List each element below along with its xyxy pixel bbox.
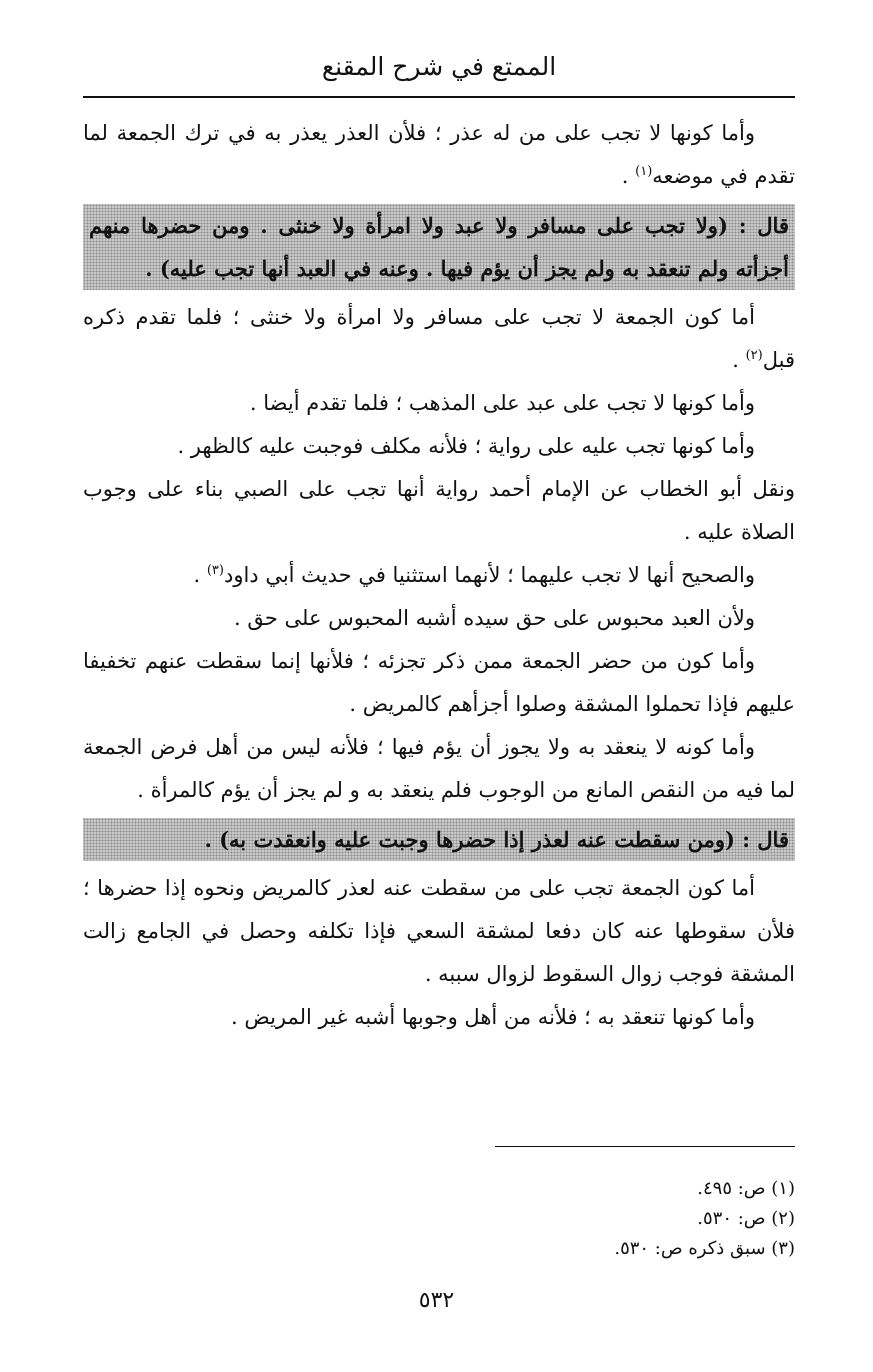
- paragraph-text: والصحيح أنها لا تجب عليهما ؛ لأنهما استثنيا في حديث أبي داود: [223, 563, 755, 587]
- paragraph: وأما كون من حضر الجمعة ممن ذكر تجزئه ؛ فلأنها إنما سقطت عنهم تخفيفا عليهم فإذا تحملوا المشقة وصلوا أجزأهم كالمريض .: [83, 649, 795, 716]
- footnote-ref[interactable]: (١): [635, 164, 653, 179]
- paragraph: وأما كونها تجب عليه على رواية ؛ فلأنه مكلف فوجبت عليه كالظهر .: [177, 434, 755, 458]
- paragraph-text: أما كون الجمعة لا تجب على مسافر ولا امرأة ولا خنثى ؛ فلما تقدم ذكره قبل: [83, 305, 795, 372]
- paragraph: [83, 112, 795, 198]
- footnotes: [395, 1174, 795, 1264]
- paragraph: أما كون الجمعة تجب على من سقطت عنه لعذر كالمريض ونحوه إذا حضرها ؛ فلأن سقوطها عنه كان دفعا لمشقة السعي فإذا تكلفه وحصل في الجامع زالت المشقة فوجب زوال السقوط لزوال سببه .: [83, 876, 795, 986]
- paragraph: وأما كونها تنعقد به ؛ فلأنه من أهل وجوبها أشبه غير المريض .: [231, 1005, 755, 1029]
- paragraph-tail: .: [621, 164, 636, 188]
- quoted-text-block: قال : (ومن سقطت عنه لعذر إذا حضرها وجبت عليه وانعقدت به) .: [83, 818, 795, 861]
- quoted-text-block: قال : (ولا تجب على مسافر ولا عبد ولا امرأة ولا خنثى . ومن حضرها منهم أجزأته ولم تنعقد به ولم يجز أن يؤم فيها . وعنه في العبد أنها تجب عليه) .: [83, 204, 795, 290]
- paragraph-text: وأما كونها لا تجب على من له عذر ؛ فلأن العذر يعذر به في ترك الجمعة لما تقدم في موضعه: [83, 121, 795, 188]
- paragraph: [83, 554, 795, 597]
- footnote-ref[interactable]: (٣): [206, 563, 224, 578]
- header-rule: [83, 96, 795, 98]
- page-number: ٥٣٢: [418, 1288, 455, 1313]
- footnote-1: (١) ص: ٤٩٥.: [697, 1178, 795, 1199]
- paragraph: ونقل أبو الخطاب عن الإمام أحمد رواية أنها تجب على الصبي بناء على وجوب الصلاة عليه .: [83, 477, 795, 544]
- paragraph-tail: .: [732, 348, 746, 372]
- paragraph: ولأن العبد محبوس على حق سيده أشبه المحبوس على حق .: [233, 606, 755, 630]
- footnote-rule: [495, 1146, 795, 1147]
- footnote-2: (٢) ص: ٥٣٠.: [697, 1208, 795, 1229]
- footnote-3: (٣) سبق ذكره ص: ٥٣٠.: [614, 1238, 795, 1259]
- running-header: الممتع في شرح المقنع: [321, 52, 557, 81]
- footnote-ref[interactable]: (٢): [745, 348, 763, 363]
- paragraph: وأما كونه لا ينعقد به ولا يجوز أن يؤم فيها ؛ فلأنه ليس من أهل فرض الجمعة لما فيه من النقص المانع من الوجوب فلم ينعقد به و لم يجز أن يؤم كالمرأة .: [83, 735, 795, 802]
- paragraph: وأما كونها لا تجب على عبد على المذهب ؛ فلما تقدم أيضا .: [249, 391, 755, 415]
- paragraph-tail: .: [193, 563, 207, 587]
- body-text: [83, 112, 795, 1039]
- paragraph: [83, 296, 795, 382]
